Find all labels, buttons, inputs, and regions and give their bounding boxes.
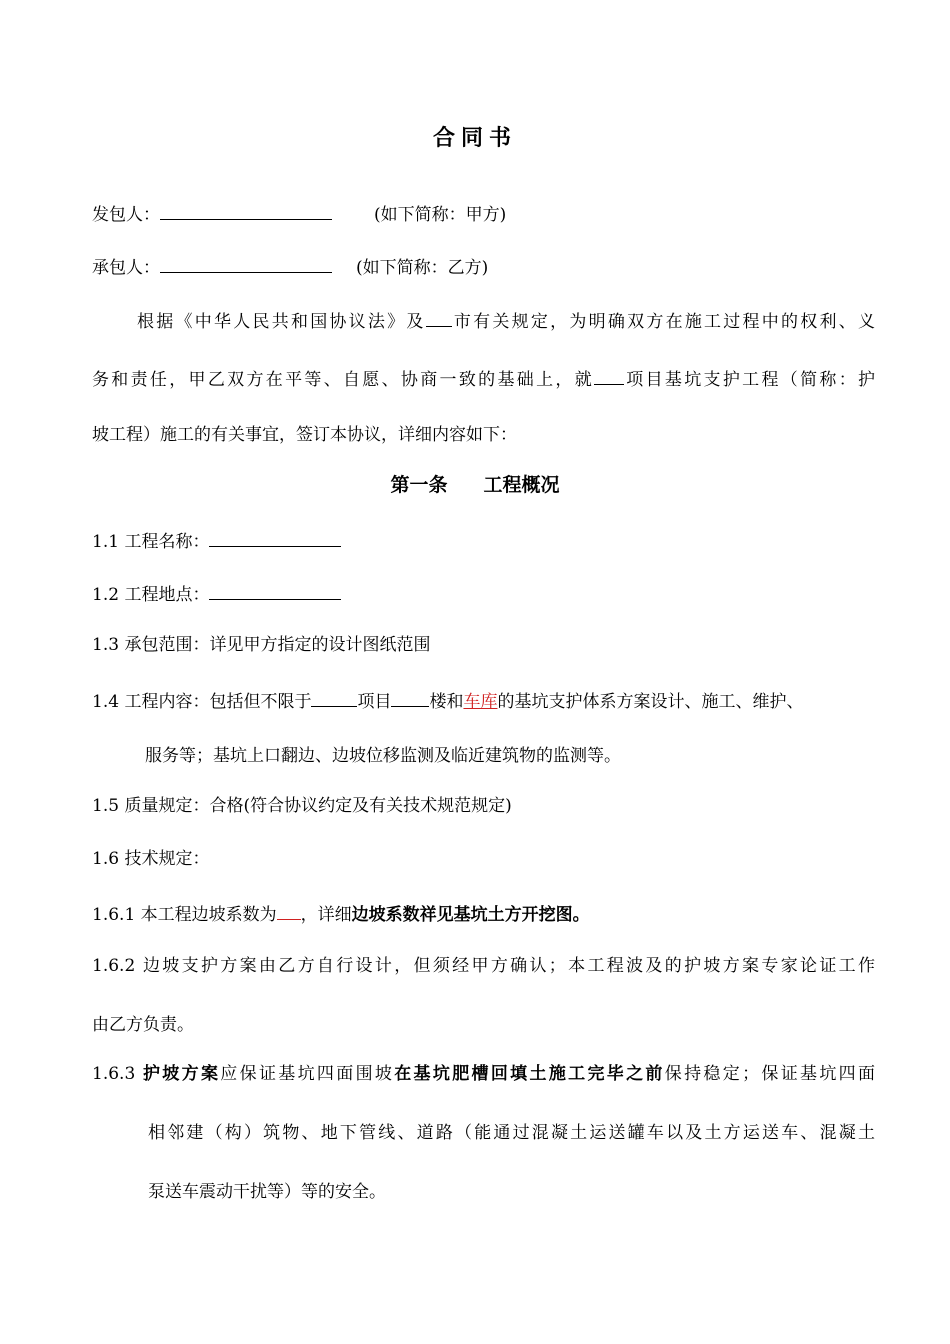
item-1-5: 1.5 质量规定：合格(符合协议约定及有关技术规范规定) <box>92 796 512 816</box>
item-bold-text: 边坡系数祥见基坑土方开挖图。 <box>351 905 590 925</box>
intro-line-1 <box>137 308 875 333</box>
item-text: 1.6.1 本工程边坡系数为 <box>92 905 277 925</box>
party-a-note: (如下简称：甲方) <box>374 205 507 225</box>
item-bold-text: 在基坑肥槽回填土施工完毕之前 <box>394 1064 665 1084</box>
project-name-blank <box>209 528 341 547</box>
document-title: 合同书 <box>432 125 517 151</box>
intro-text: 根据《中华人民共和国协议法》及 <box>137 312 426 332</box>
item-1-6-3 <box>92 1063 875 1085</box>
item-text: 项目 <box>357 692 392 712</box>
item-1-6-2: 1.6.2 边坡支护方案由乙方自行设计，但须经甲方确认；本工程波及的护坡方案专家论证工作 <box>92 956 875 976</box>
item-1-6: 1.6 技术规定： <box>92 849 210 869</box>
item-label: 1.1 工程名称： <box>92 532 210 552</box>
item-1-6-2-continued: 由乙方负责。 <box>92 1015 194 1035</box>
garage-highlight: 车库 <box>463 692 498 712</box>
slope-coefficient-blank <box>277 901 301 920</box>
item-text: 楼和 <box>429 692 464 712</box>
item-blank <box>391 688 429 707</box>
intro-text: 项目基坑支护工程（简称：护 <box>624 370 875 390</box>
item-text: ，详细 <box>300 905 352 925</box>
item-text: 应保证基坑四面围坡 <box>220 1064 395 1084</box>
party-a-blank <box>160 201 332 220</box>
item-1-6-1 <box>92 901 590 926</box>
item-label: 1.2 工程地点： <box>92 585 210 605</box>
section-number: 第一条 <box>390 474 448 496</box>
project-location-blank <box>209 581 341 600</box>
party-a-line <box>92 201 506 226</box>
intro-line-2 <box>92 366 875 391</box>
party-b-note: (如下简称：乙方) <box>356 258 489 278</box>
city-blank <box>426 308 452 327</box>
item-1-1 <box>92 528 341 553</box>
item-1-2 <box>92 581 341 606</box>
intro-text: 市有关规定，为明确双方在施工过程中的权利、义 <box>451 312 876 332</box>
section-name: 工程概况 <box>483 474 560 496</box>
project-blank <box>594 366 624 385</box>
item-blank <box>311 688 357 707</box>
party-b-blank <box>160 254 332 273</box>
item-1-6-3-line-3: 泵送车震动干扰等）等的安全。 <box>148 1182 386 1202</box>
item-1-3: 1.3 承包范围：详见甲方指定的设计图纸范围 <box>92 635 431 655</box>
item-text: 1.4 工程内容：包括但不限于 <box>92 692 312 712</box>
item-text: 保持稳定；保证基坑四面 <box>664 1064 876 1084</box>
intro-text: 务和责任，甲乙双方在平等、自愿、协商一致的基础上，就 <box>92 370 594 390</box>
item-1-6-3-line-2: 相邻建（构）筑物、地下管线、道路（能通过混凝土运送罐车以及土方运送车、混凝土 <box>148 1123 875 1143</box>
party-b-line <box>92 254 488 279</box>
item-text: 的基坑支护体系方案设计、施工、维护、 <box>497 692 804 712</box>
item-1-4 <box>92 688 803 713</box>
intro-line-3: 坡工程）施工的有关事宜，签订本协议，详细内容如下： <box>92 425 517 445</box>
item-bold-text: 护坡方案 <box>142 1064 221 1084</box>
party-a-label: 发包人： <box>92 205 160 225</box>
item-1-4-continued: 服务等；基坑上口翻边、边坡位移监测及临近建筑物的监测等。 <box>145 746 621 766</box>
section-heading <box>0 473 950 497</box>
party-b-label: 承包人： <box>92 258 160 278</box>
item-number: 1.6.3 <box>92 1064 143 1084</box>
